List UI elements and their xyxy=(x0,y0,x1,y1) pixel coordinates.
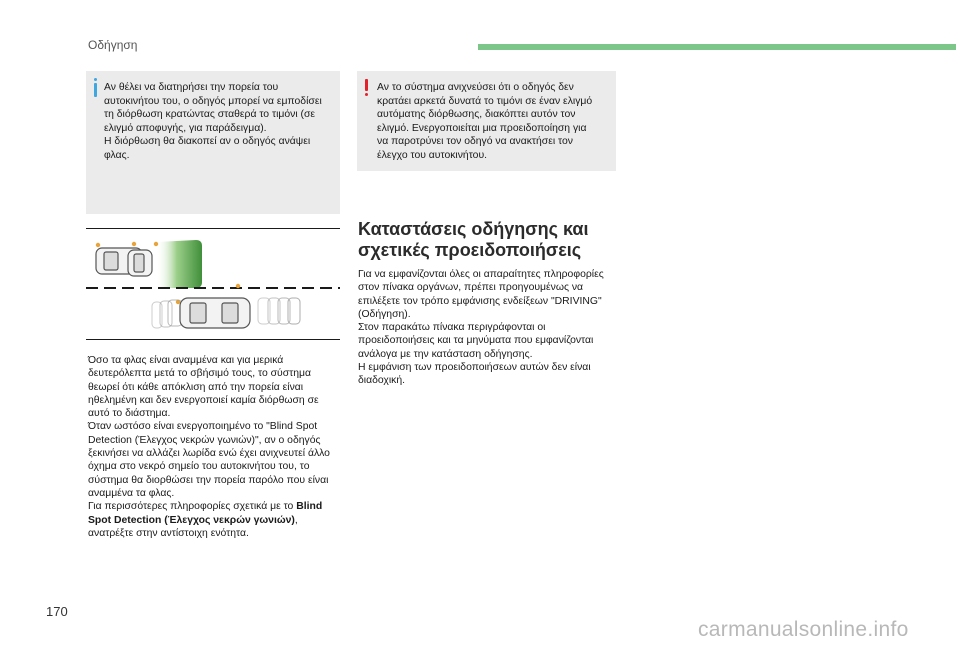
info-note-line: Αν θέλει να διατηρήσει την πορεία του xyxy=(104,82,279,93)
body-line: σύστημα θα διορθώσει την πορεία παρόλο που είναι xyxy=(88,474,329,486)
section-heading xyxy=(358,219,588,261)
section-header-bar xyxy=(478,44,956,50)
body-line: (Οδήγηση). xyxy=(358,308,411,320)
body-line: ξεκινήσει να αλλάζει λωρίδα ενώ έχει ανιχνευτεί άλλο xyxy=(88,448,330,460)
body-line: ηθελημένη και δεν ενεργοποιεί καμία διόρθωση σε xyxy=(88,394,319,406)
page-number: 170 xyxy=(46,604,68,619)
left-body-text xyxy=(88,354,330,540)
warning-note-line: Αν το σύστημα ανιχνεύσει ότι ο οδηγός δεν xyxy=(377,82,574,93)
info-note xyxy=(86,71,340,214)
body-line: στον πίνακα οργάνων, πρέπει προηγουμένως να xyxy=(358,282,584,294)
body-line: Όσο τα φλας είναι αναμμένα και για μερικά xyxy=(88,355,284,366)
body-line: θεωρεί ότι κάθε απόκλιση από την πορεία είναι xyxy=(88,381,304,393)
body-line: δευτερόλεπτα μετά το σβήσιμό τους, το σύστημα xyxy=(88,368,312,380)
body-line: επιλέξετε τον τρόπο εμφάνισης ενδείξεων "DRIVING" xyxy=(358,295,602,307)
warning-note-line: ελιγμό. Ενεργοποιείται μια προειδοποίηση για xyxy=(377,122,587,134)
warning-note-line: να παροτρύνει τον οδηγό να ανακτήσει τον xyxy=(377,136,573,148)
body-line xyxy=(88,500,330,513)
section-header-title: Οδήγηση xyxy=(88,38,138,52)
body-line: Η εμφάνιση των προειδοποιήσεων αυτών δεν είναι xyxy=(358,362,591,374)
body-line: όχημα στο νεκρό σημείο του αυτοκινήτου του, το xyxy=(88,461,310,473)
info-note-line: Η διόρθωση θα διακοπεί αν ο οδηγός ανάψει xyxy=(104,136,311,148)
blind-spot-correction-illustration-icon xyxy=(86,228,340,340)
body-line: Στον παρακάτω πίνακα περιγράφονται οι xyxy=(358,322,546,334)
warning-note xyxy=(357,71,616,171)
body-line: προειδοποιήσεις και τα μηνύματα που εμφανίζονται xyxy=(358,335,594,347)
body-line-punct: , xyxy=(294,514,298,526)
body-line xyxy=(88,514,330,527)
body-line: Για να εμφανίζονται όλες οι απαραίτητες πληροφορίες xyxy=(358,269,604,280)
blind-spot-vehicle xyxy=(96,248,152,276)
warning-note-line: αυτόματης διόρθωσης, διακόπτει αυτόν τον xyxy=(377,109,576,121)
warning-note-line: κρατάει αρκετά δυνατά το τιμόνι σε έναν ελιγμό xyxy=(377,95,593,107)
warning-icon xyxy=(365,79,368,91)
subject-vehicle xyxy=(180,298,250,328)
info-note-line: αυτοκινήτου του, ο οδηγός μπορεί να εμποδίσει xyxy=(104,95,322,107)
body-line: αναμμένα τα φλας. xyxy=(88,487,175,499)
info-note-line: φλας. xyxy=(104,149,130,161)
section-heading-line: σχετικές προειδοποιήσεις xyxy=(358,240,582,260)
body-line: αυτό το διάστημα. xyxy=(88,408,171,420)
body-line: διαδοχική. xyxy=(358,375,406,387)
info-note-line: τη διόρθωση κρατώντας σταθερά το τιμόνι (σε xyxy=(104,109,316,121)
cross-reference-bold: Spot Detection (Έλεγχος νεκρών γωνιών) xyxy=(88,514,295,526)
cross-reference-bold: Blind xyxy=(296,501,323,513)
section-heading-line: Καταστάσεις οδήγησης και xyxy=(358,219,589,239)
body-line: Όταν ωστόσο είναι ενεργοποιημένο το "Blind Spot xyxy=(88,421,318,433)
body-line: ανατρέξτε στην αντίστοιχη ενότητα. xyxy=(88,527,249,539)
body-line: ανάλογα με την κατάσταση οδήγησης. xyxy=(358,348,533,360)
right-body-text xyxy=(358,268,604,388)
detection-zone xyxy=(156,240,202,288)
warning-note-line: έλεγχο του αυτοκινήτου. xyxy=(377,149,488,161)
body-line-text: Για περισσότερες πληροφορίες σχετικά με το xyxy=(88,501,297,513)
info-note-line: ελιγμό αποφυγής, για παράδειγμα). xyxy=(104,122,267,134)
watermark: carmanualsonline.info xyxy=(698,618,909,641)
body-line: Detection (Έλεγχος νεκρών γωνιών)", αν ο οδηγός xyxy=(88,434,321,446)
info-icon xyxy=(94,83,97,97)
